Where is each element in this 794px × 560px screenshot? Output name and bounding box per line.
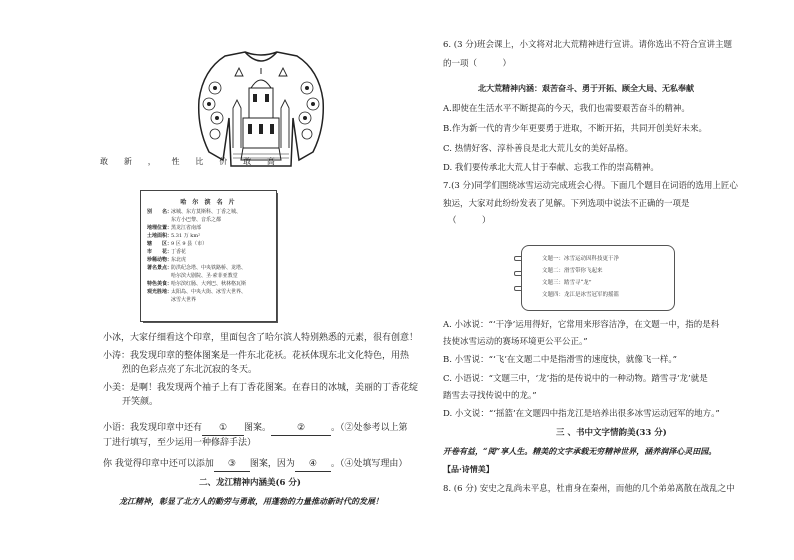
blank-2[interactable]: ②: [271, 421, 331, 436]
slogan-char: 比: [195, 157, 204, 166]
q6-theme: 北大荒精神内涵：艰苦奋斗、勇于开拓、顾全大局、无私奉献: [478, 83, 694, 93]
slogan-char: 性: [171, 157, 180, 166]
dialogue-line: 开笑颜。: [122, 397, 159, 407]
q7-option-a-cont: 技使冰雪运动的赛场环境更公平公正。”: [443, 337, 588, 347]
card-row: 别 名：冰城、东方莫斯科、丁香之城、: [147, 209, 242, 215]
section-3-quote: 开卷有益，“阅”享人生。精美的文字承载无穷精神世界，涵养润泽心灵田园。: [443, 446, 717, 456]
q7-titles-box: [521, 245, 675, 311]
dialogue-line: 小语：我发现印章中还有 ① 图案。 ② 。（②处参考以上第: [103, 421, 408, 436]
dialogue-line: 你 我觉得印章中还可以添加 ③ 图案，因为 ④ 。（④处填写理由）: [103, 457, 407, 472]
dialogue-line: 烈的色彩点亮了东北沉寂的冬天。: [122, 365, 258, 375]
card-row: 土地面积：5.31 万 km²: [147, 233, 201, 239]
slogan-char: 敢: [100, 157, 108, 166]
slogan-char: 敢: [243, 157, 252, 166]
slogan-char: ，: [147, 157, 156, 166]
title-item: 文题二：滑雪带你飞起来: [542, 268, 603, 274]
q7-stem: （ ）: [448, 216, 491, 226]
q6-stem: 的一项（ ）: [443, 59, 512, 69]
card-row: 珍稀动物：东北虎: [147, 257, 187, 263]
q6-option-c[interactable]: C. 热情好客、淳朴善良是北大荒儿女的美好品格。: [443, 144, 634, 154]
blank-3[interactable]: ③: [214, 457, 250, 472]
q7-option-b[interactable]: B. 小雪说：“‘飞’在文题二中是指滑雪的速度快，就像飞一样。”: [443, 355, 677, 365]
harbin-name-card: [140, 190, 277, 322]
q6-option-a[interactable]: A.即使在生活水平不断提高的今天，我们也需要艰苦奋斗的精神。: [443, 104, 690, 114]
section-3-tag: 【品·诗情美】: [443, 464, 494, 474]
title-item: 文题一：冰雪运动因科技更干净: [542, 256, 620, 262]
card-title: 哈 尔 滨 名 片: [180, 199, 237, 206]
title-item: 文题三：踏雪寻“龙”: [542, 280, 592, 286]
slogan-char: 新: [123, 157, 132, 166]
sweater-stamp-illustration: [195, 48, 327, 168]
card-row: 特色美食：哈尔滨红肠、大列巴、秋林格瓦斯: [147, 281, 247, 287]
blank-1[interactable]: ①: [202, 421, 244, 436]
slogan-text: [100, 156, 275, 167]
q6-option-d[interactable]: D. 我们要传承北大荒人甘于奉献、忘我工作的崇高精神。: [443, 163, 659, 173]
card-row: 哈尔滨大剧院、圣·索菲亚教堂: [171, 273, 238, 279]
card-row: 著名景点：防洪纪念塔、中央铁路桥、龙塔、: [147, 265, 247, 271]
card-row: 市 花：丁香花: [147, 249, 187, 255]
dialogue-line: 小冰，大家仔细看这个印章，里面包含了哈尔滨人特别熟悉的元素，很有创意！: [103, 333, 419, 343]
dialogue-line: 小涛：我发现印章的整体图案是一件东北花袄。花袄体现东北文化特色，用热: [103, 351, 410, 361]
q6-stem: 6. (3 分)班会课上，小文将对北大荒精神进行宣讲。请你选出不符合宣讲主题: [443, 40, 733, 50]
card-row: 观光胜地：太阳岛、中央大街、冰雪大世界、: [147, 289, 247, 295]
section-2-title: 二、龙江精神内涵美(6 分): [199, 478, 301, 488]
card-row: 冰雪大世界: [171, 297, 197, 303]
blank-4[interactable]: ④: [295, 457, 331, 472]
q7-stem: 7.(3 分)同学们围绕冰雪运动完成班会心得。下面几个题目在词语的选用上匠心: [443, 181, 738, 191]
section-3-title: 三 、书中文字情韵美(33 分): [556, 428, 667, 438]
dialogue-line: 小美：是啊！我发现两个袖子上有丁香花图案。在春日的冰城，美丽的丁香花绽: [103, 383, 419, 393]
q7-option-d[interactable]: D. 小文说：“‘摇篮’在文题四中指龙江是培养出很多冰雪运动冠军的地方。”: [443, 409, 720, 419]
q7-stem: 独运，大家对此纷纷发表了见解。下列选项中说法不正确的一项是: [443, 199, 690, 209]
q7-option-c[interactable]: C. 小语说：“文题三中，‘龙’指的是传说中的一种动物。踏雪寻‘龙’就是: [443, 374, 708, 384]
section-2-quote: 龙江精神，彰显了北方人的勤劳与勇敢，用蓬勃的力量推动新时代的发展！: [119, 496, 383, 506]
card-row: 东方小巴黎、音乐之都: [171, 217, 222, 223]
slogan-char: 高: [266, 157, 275, 166]
q7-option-a[interactable]: A. 小冰说：“‘干净’运用得好，它常用来形容洁净，在文题一中，指的是科: [443, 320, 720, 330]
slogan-char: 价: [219, 157, 228, 166]
q8-stem: 8. (6 分) 安史之乱尚未平息，杜甫身在秦州，而他的几个弟弟离散在战乱之中: [443, 484, 735, 494]
card-row: 辖 区：9 区 9 县（市）: [147, 241, 208, 247]
card-row: 地理位置：黑龙江省南部: [147, 225, 202, 231]
title-item: 文题四：龙江是冰雪冠军的摇篮: [542, 292, 620, 298]
q6-option-b[interactable]: B.作为新一代的青少年更要勇于进取，不断开拓，共同开创美好未来。: [443, 124, 707, 134]
dialogue-line: 丁进行填写，至少运用一种修辞手法）: [103, 438, 257, 448]
q7-option-c-cont: 踏雪去寻找传说中的龙。”: [443, 391, 537, 401]
